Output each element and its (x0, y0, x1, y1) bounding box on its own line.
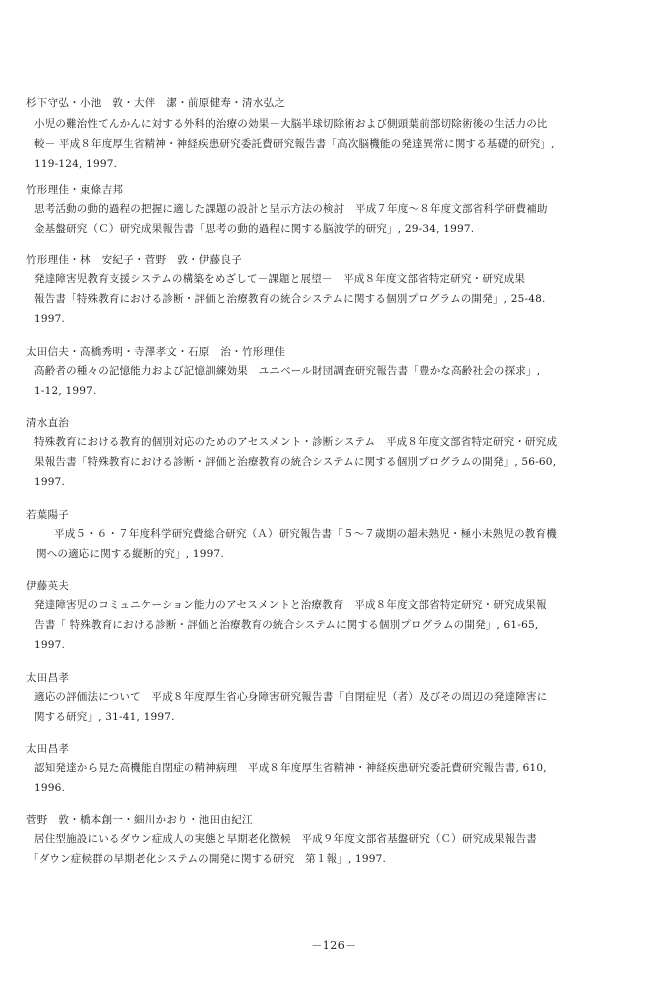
reference-entry (26, 813, 656, 866)
reference-entry (26, 183, 656, 236)
reference-text-line: 「ダウン症候群の早期老化システムの開発に関する研究 第１報」, 1997. (28, 853, 387, 865)
reference-text-line: 適応の評価法について 平成８年度厚生省心身障害研究報告書「自閉症児（者）及びその周辺の発達障害に (34, 691, 548, 703)
reference-text-line: 関する研究」, 31-41, 1997. (34, 711, 175, 723)
reference-entry (26, 345, 656, 398)
reference-entry (26, 416, 656, 489)
reference-authors: 竹形理佳・東條吉邦 (26, 184, 124, 196)
reference-text-line: 思考活動の動的過程の把握に適した課題の設計と呈示方法の検討 平成７年度～８年度文部省科学研費補助 (34, 203, 548, 215)
reference-authors: 太田昌孝 (26, 743, 70, 755)
reference-authors: 清水直治 (26, 417, 70, 429)
reference-entry (26, 579, 656, 652)
reference-text-line: 平成５・６・７年度科学研究費総合研究（Ａ）研究報告書「５～７歳期の超未熟児・極小未熟児の教育機 (54, 528, 557, 540)
reference-text-line: 1996. (34, 782, 66, 794)
reference-entry (26, 508, 656, 561)
reference-text-line: 発達障害児のコミュニケーション能力のアセスメントと治療教育 平成８年度文部省特定研究・研究成果報 (34, 599, 547, 611)
reference-authors: 太田昌孝 (26, 672, 70, 684)
reference-text-line: 発達障害児教育支援システムの構築をめざして－課題と展望－ 平成８年度文部省特定研究・研究成果 (34, 273, 526, 285)
reference-text-line: 較－ 平成８年度厚生省精神・神経疾患研究委託費研究報告書「高次脳機能の発達異常に関する基礎的研究」, (34, 138, 555, 150)
reference-text-line: 果報告書「特殊教育における診断・評価と治療教育の統合システムに関する個別プログラムの開発」, 56-60, (34, 456, 557, 468)
reference-text-line: 1-12, 1997. (34, 385, 97, 397)
reference-authors: 菅野 敦・橋本創一・細川かおり・池田由紀江 (26, 814, 253, 826)
reference-text-line: 1997. (34, 313, 66, 325)
reference-text-line: 特殊教育における教育的個別対応のためのアセスメント・診断システム 平成８年度文部省特定研究・研究成 (34, 436, 558, 448)
reference-authors: 太田信夫・高橋秀明・寺澤孝文・石原 治・竹形理佳 (26, 346, 286, 358)
reference-text-line: 報告書「特殊教育における診断・評価と治療教育の統合システムに関する個別プログラムの開発」, 25-48. (34, 293, 546, 305)
reference-authors: 杉下守弘・小池 敦・大伴 潔・前原健寿・清水弘之 (26, 97, 286, 109)
reference-text-line: 1997. (34, 639, 66, 651)
reference-text-line: 119-124, 1997. (34, 158, 118, 170)
reference-authors: 若葉陽子 (26, 509, 70, 521)
page-number: －126－ (311, 939, 357, 952)
reference-text-line: 告書「 特殊教育における診断・評価と治療教育の統合システムに関する個別プログラムの開発」, 61-65, (34, 619, 539, 631)
reference-text-line: 金基盤研究（Ｃ）研究成果報告書「思考の動的過程に関する脳波学的研究」, 29-34, 1997. (34, 223, 475, 235)
reference-text-line: 認知発達から見た高機能自閉症の精神病理 平成８年度厚生省精神・神経疾患研究委託費研究報告書, 610, (34, 762, 547, 774)
reference-entry (26, 742, 656, 795)
reference-entry (26, 253, 656, 326)
reference-text-line: 居住型施設にいるダウン症成人の実態と早期老化徴候 平成９年度文部省基盤研究（Ｃ）研究成果報告書 (34, 833, 537, 845)
reference-text-line: 高齢者の種々の記憶能力および記憶訓練効果 ユニベール財団調査研究報告書「豊かな高齢社会の探求」, (34, 365, 541, 377)
reference-text-line: 関への適応に関する縦断的究」, 1997. (36, 548, 224, 560)
reference-entry (26, 96, 656, 171)
reference-entry (26, 671, 656, 724)
reference-text-line: 1997. (34, 476, 66, 488)
reference-text-line: 小児の難治性てんかんに対する外科的治療の効果－大脳半球切除術および側頭葉前部切除術後の生活力の比 (34, 118, 548, 130)
reference-authors: 伊藤英夫 (26, 580, 70, 592)
reference-authors: 竹形理佳・林 安紀子・菅野 敦・伊藤良子 (26, 254, 242, 266)
